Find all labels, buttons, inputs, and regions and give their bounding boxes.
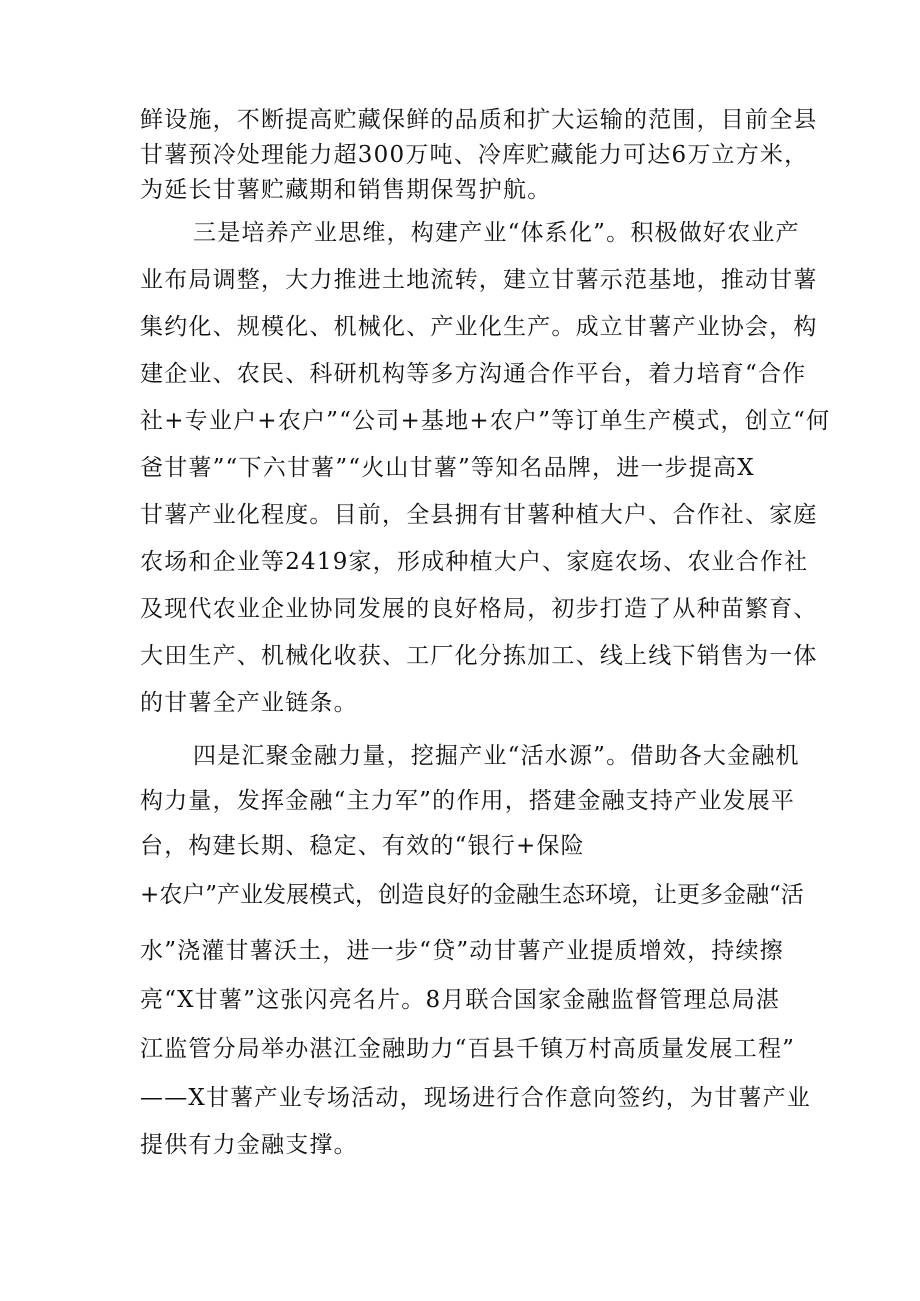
paragraph-line: 建企业、农民、科研机构等多方沟通合作平台，着力培育“合作	[140, 361, 807, 387]
paragraph-line: 鲜设施，不断提高贮藏保鲜的品质和扩大运输的范围，目前全县	[140, 107, 818, 133]
paragraph-line: 为延长甘薯贮藏期和销售期保驾护航。	[140, 177, 552, 203]
paragraph-line: 的甘薯全产业链条。	[140, 690, 358, 716]
paragraph-line: ——X甘薯产业专场活动，现场进行合作意向签约，为甘薯产业	[140, 1085, 811, 1111]
paragraph-line: 构力量，发挥金融“主力军”的作用，搭建金融支持产业发展平	[140, 788, 796, 814]
paragraph-line: 集约化、规模化、机械化、产业化生产。成立甘薯产业协会，构	[140, 314, 818, 340]
paragraph-line: +农户”产业发展模式，创造良好的金融生态环境，让更多金融“活	[140, 882, 804, 908]
paragraph-line: 三是培养产业思维，构建产业“体系化”。积极做好农业产	[193, 220, 800, 246]
paragraph-line: 亮“X甘薯”这张闪亮名片。8月联合国家金融监督管理总局湛	[140, 987, 781, 1013]
paragraph-line: 四是汇聚金融力量，挖掘产业“活水源”。借助各大金融机	[193, 743, 800, 769]
paragraph-line: 甘薯预冷处理能力超300万吨、冷库贮藏能力可达6万立方米，	[140, 142, 809, 168]
paragraph-line: 农场和企业等2419家，形成种植大户、家庭农场、农业合作社	[140, 549, 809, 575]
paragraph-line: 爸甘薯”“下六甘薯”“火山甘薯”等知名品牌，进一步提高X	[140, 455, 755, 481]
paragraph-line: 大田生产、机械化收获、工厂化分拣加工、线上线下销售为一体	[140, 643, 818, 669]
paragraph-line: 水”浇灌甘薯沃土，进一步“贷”动甘薯产业提质增效，持续擦	[140, 938, 784, 964]
paragraph-line: 提供有力金融支撑。	[140, 1132, 358, 1158]
paragraph-line: 社+专业户+农户”“公司+基地+农户”等订单生产模式，创立“何	[140, 408, 831, 434]
paragraph-line: 甘薯产业化程度。目前，全县拥有甘薯种植大户、合作社、家庭	[140, 502, 818, 528]
paragraph-line: 江监管分局举办湛江金融助力“百县千镇万村高质量发展工程”	[140, 1036, 796, 1062]
paragraph-line: 及现代农业企业协同发展的良好格局，初步打造了从种苗繁育、	[140, 596, 818, 622]
paragraph-line: 台，构建长期、稳定、有效的“银行+保险	[140, 833, 585, 859]
paragraph-line: 业布局调整，大力推进土地流转，建立甘薯示范基地，推动甘薯	[140, 267, 818, 293]
